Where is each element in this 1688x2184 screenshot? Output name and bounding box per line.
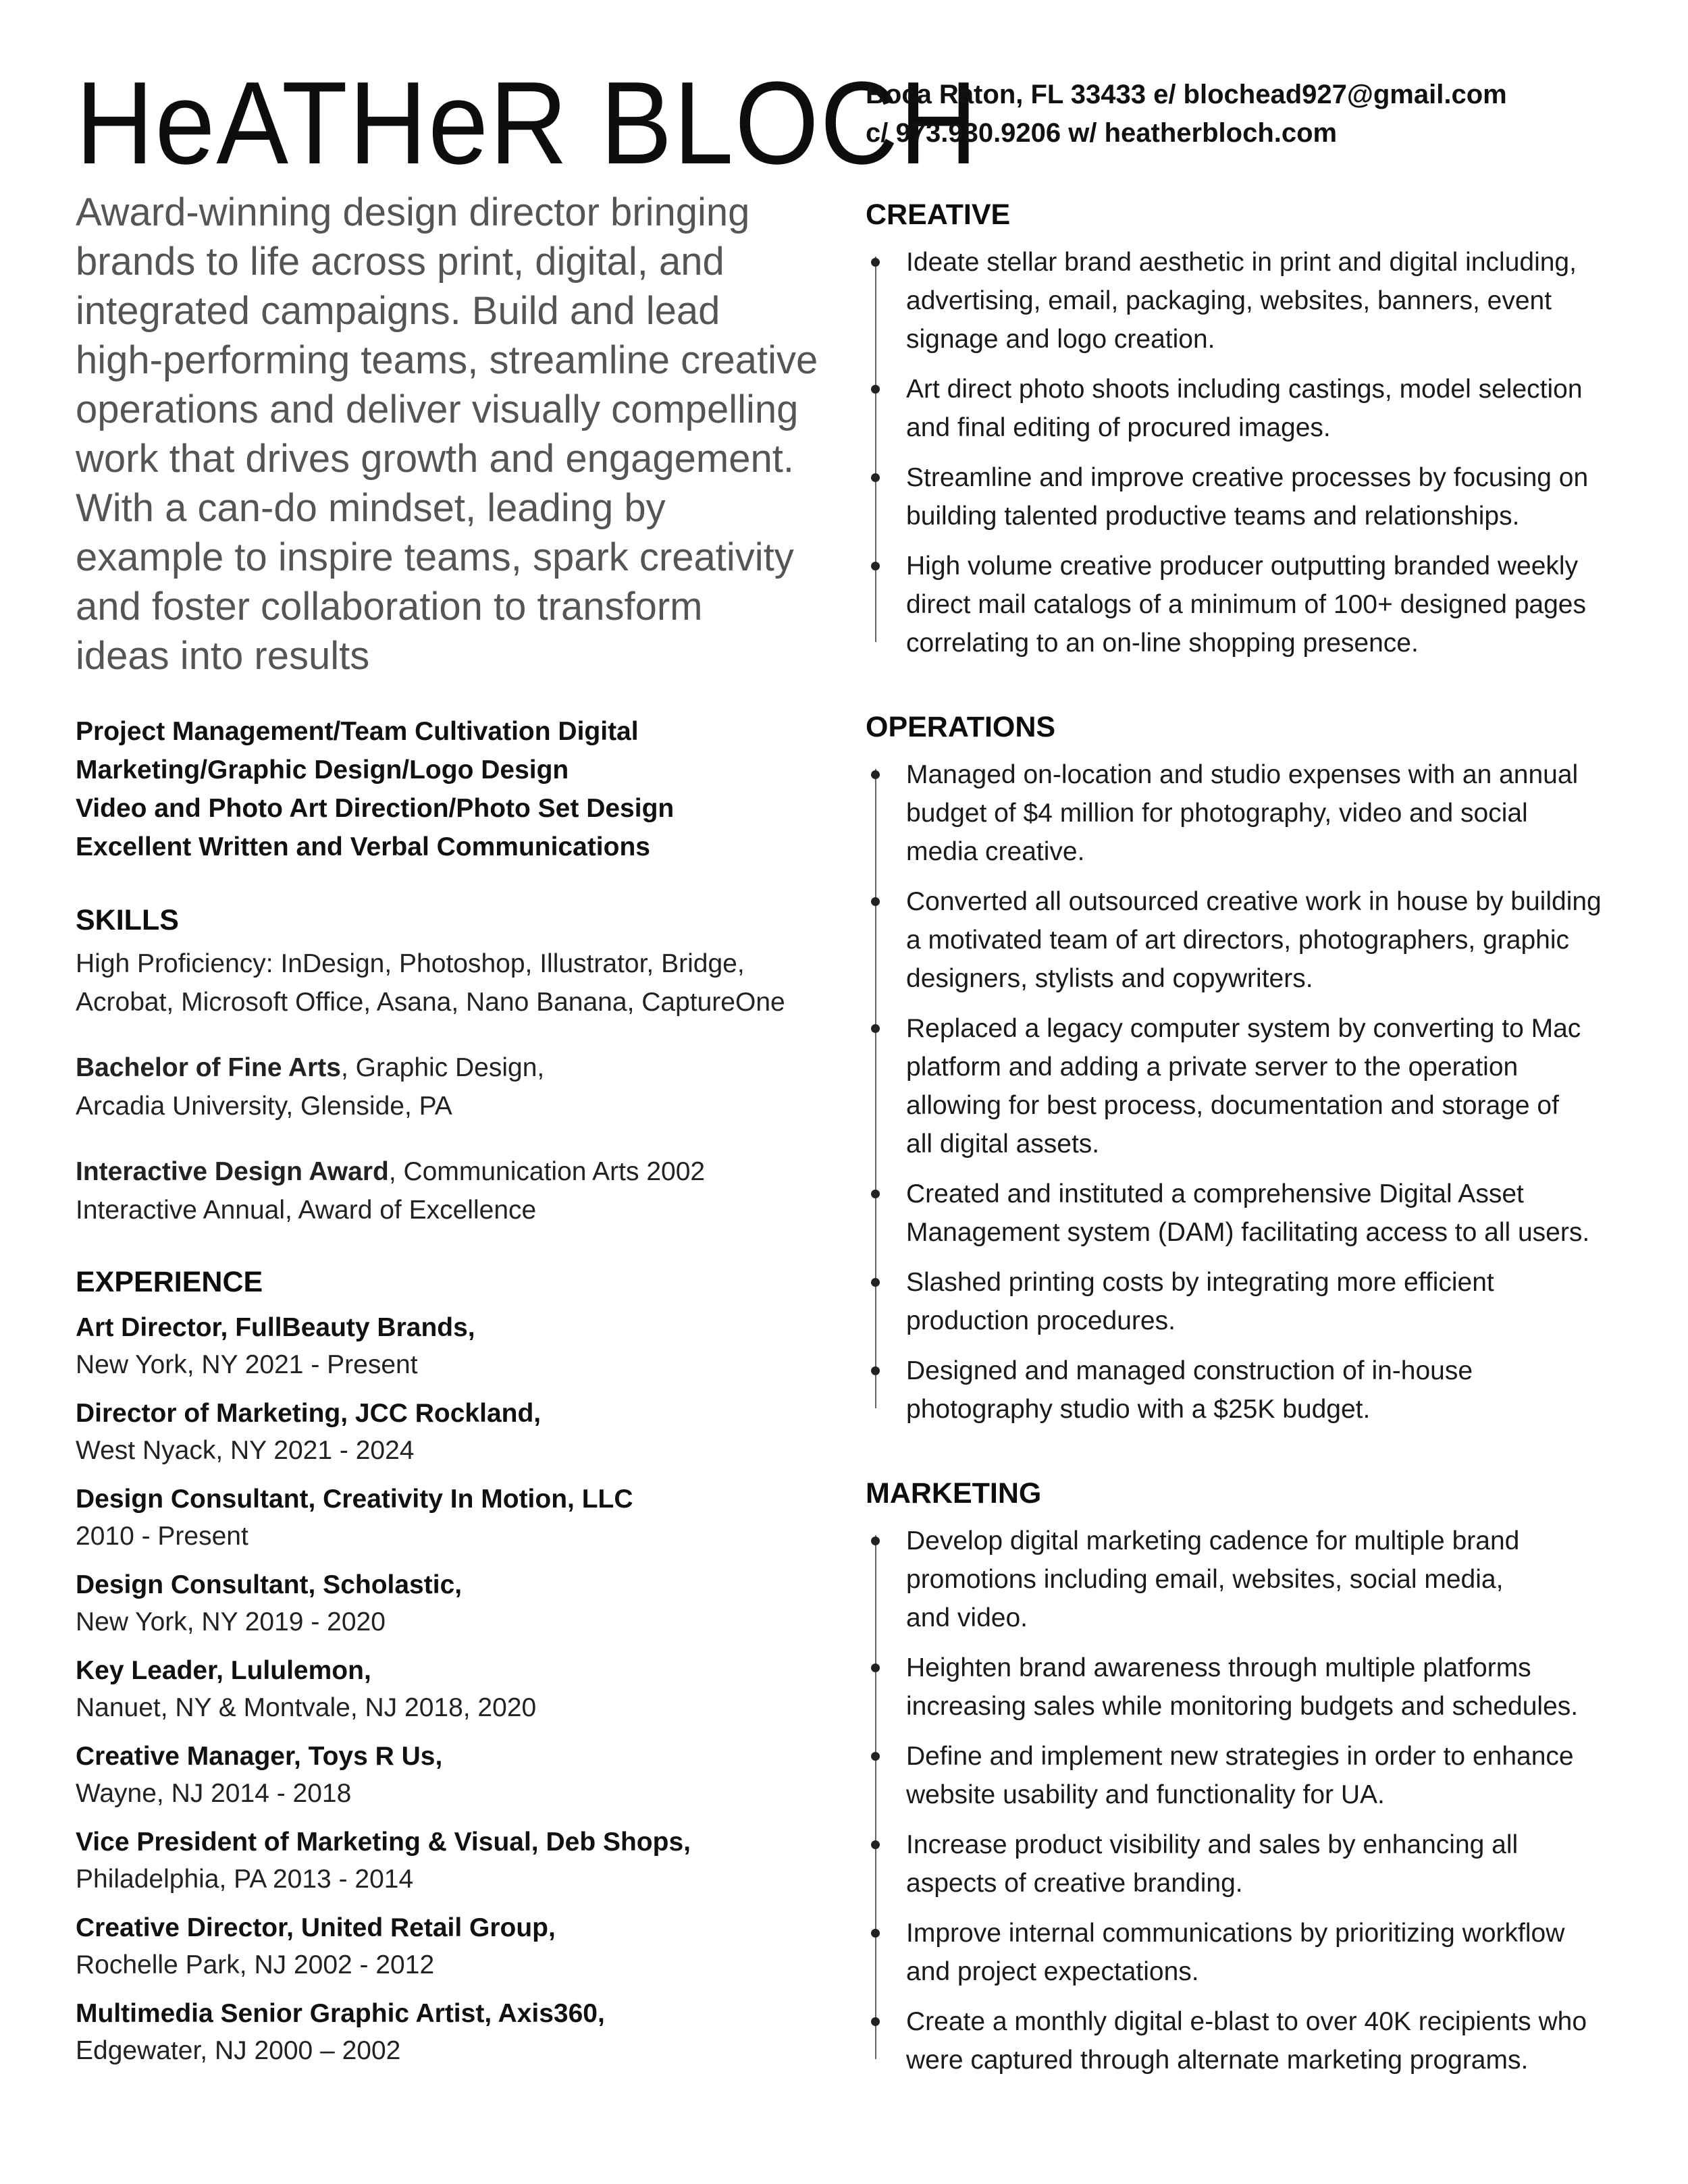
award-source: , Communication Arts 2002 bbox=[388, 1157, 706, 1186]
bullet-line: media creative. bbox=[906, 837, 1085, 866]
summary-line: operations and deliver visually compelling bbox=[76, 388, 799, 431]
job-title: Multimedia Senior Graphic Artist, Axis360, bbox=[76, 1999, 605, 2028]
bullet-line: advertising, email, packaging, websites, banners, event bbox=[906, 286, 1552, 315]
marketing-section bbox=[866, 1474, 1669, 2079]
bullet-line: and video. bbox=[906, 1603, 1028, 1632]
bullet-line: Create a monthly digital e-blast to over 40K recipients who bbox=[906, 2007, 1587, 2036]
summary-line: work that drives growth and engagement. bbox=[76, 437, 794, 481]
job-title: Design Consultant, Scholastic, bbox=[76, 1570, 463, 1599]
experience-item bbox=[76, 1652, 852, 1726]
skills-line: Acrobat, Microsoft Office, Asana, Nano Banana, CaptureOne bbox=[76, 988, 785, 1017]
bullet-line: platform and adding a private server to the operation bbox=[906, 1053, 1519, 1082]
summary-line: and foster collaboration to transform bbox=[76, 585, 703, 629]
bullet-line: correlating to an on-line shopping presence. bbox=[906, 629, 1419, 658]
creative-bullets bbox=[866, 243, 1669, 662]
bullet-item bbox=[906, 882, 1669, 998]
skills-heading: SKILLS bbox=[76, 904, 179, 936]
degree-title: Bachelor of Fine Arts bbox=[76, 1053, 341, 1082]
summary-line: example to inspire teams, spark creativity bbox=[76, 535, 794, 579]
bullet-line: Converted all outsourced creative work in house by building bbox=[906, 887, 1602, 916]
experience-list bbox=[76, 1309, 852, 2069]
focus-line: Video and Photo Art Direction/Photo Set Design bbox=[76, 794, 675, 823]
experience-item bbox=[76, 1309, 852, 1383]
bullet-line: website usability and functionality for UA. bbox=[906, 1780, 1385, 1809]
contact-info bbox=[866, 76, 1662, 153]
experience-item bbox=[76, 1738, 852, 1812]
experience-heading: EXPERIENCE bbox=[76, 1266, 263, 1298]
job-title: Key Leader, Lululemon, bbox=[76, 1656, 371, 1685]
job-location-dates: New York, NY 2019 - 2020 bbox=[76, 1607, 386, 1636]
contact-line-address-email: Boca Raton, FL 33433 e/ blochead927@gmail.com bbox=[866, 80, 1507, 109]
award-title: Interactive Design Award bbox=[76, 1157, 389, 1186]
focus-line: Marketing/Graphic Design/Logo Design bbox=[76, 755, 569, 784]
operations-heading: OPERATIONS bbox=[866, 711, 1056, 743]
bullet-line: Improve internal communications by prioritizing workflow bbox=[906, 1919, 1565, 1948]
bullet-line: and final editing of procured images. bbox=[906, 413, 1331, 442]
creative-section bbox=[866, 196, 1669, 662]
skills-line: High Proficiency: InDesign, Photoshop, Illustrator, Bridge, bbox=[76, 949, 745, 978]
bullet-line: Management system (DAM) facilitating access to all users. bbox=[906, 1218, 1590, 1247]
focus-areas bbox=[76, 712, 852, 866]
bullet-item bbox=[906, 458, 1669, 535]
right-column bbox=[866, 196, 1669, 2125]
bullet-item bbox=[906, 1522, 1669, 1637]
bullet-line: Replaced a legacy computer system by converting to Mac bbox=[906, 1014, 1581, 1043]
bullet-line: were captured through alternate marketing programs. bbox=[906, 2046, 1529, 2075]
education bbox=[76, 1048, 852, 1125]
bullet-line: all digital assets. bbox=[906, 1129, 1100, 1158]
bullet-line: Increase product visibility and sales by enhancing all bbox=[906, 1830, 1519, 1859]
bullet-line: increasing sales while monitoring budgets and schedules. bbox=[906, 1692, 1579, 1721]
focus-line: Excellent Written and Verbal Communications bbox=[76, 832, 650, 861]
experience-item bbox=[76, 1481, 852, 1555]
bullet-item bbox=[906, 1914, 1669, 1991]
bullet-item bbox=[906, 1263, 1669, 1340]
focus-line: Project Management/Team Cultivation Digital bbox=[76, 717, 639, 746]
degree-field: , Graphic Design, bbox=[340, 1053, 545, 1082]
bullet-line: building talented productive teams and relationships. bbox=[906, 502, 1520, 531]
resume-name: HeATHeR BLOCH bbox=[76, 57, 979, 188]
bullet-item bbox=[906, 1352, 1669, 1429]
bullet-item bbox=[906, 243, 1669, 358]
left-column bbox=[76, 712, 852, 2081]
bullet-item bbox=[906, 1175, 1669, 1252]
experience-item bbox=[76, 1395, 852, 1469]
marketing-bullets bbox=[866, 1522, 1669, 2079]
bullet-line: production procedures. bbox=[906, 1306, 1176, 1335]
job-title: Art Director, FullBeauty Brands, bbox=[76, 1313, 475, 1342]
bullet-line: direct mail catalogs of a minimum of 100+ designed pages bbox=[906, 590, 1586, 619]
creative-heading: CREATIVE bbox=[866, 198, 1011, 231]
bullet-item bbox=[906, 755, 1669, 871]
job-title: Design Consultant, Creativity In Motion, LLC bbox=[76, 1485, 633, 1514]
job-location-dates: New York, NY 2021 - Present bbox=[76, 1350, 418, 1379]
degree-school: Arcadia University, Glenside, PA bbox=[76, 1092, 452, 1121]
contact-line-phone-web: c/ 973.930.9206 w/ heatherbloch.com bbox=[866, 118, 1338, 148]
job-location-dates: Wayne, NJ 2014 - 2018 bbox=[76, 1779, 352, 1808]
job-title: Creative Manager, Toys R Us, bbox=[76, 1742, 443, 1771]
summary-line: ideas into results bbox=[76, 634, 370, 678]
bullet-line: Designed and managed construction of in-house bbox=[906, 1356, 1473, 1385]
bullet-line: photography studio with a $25K budget. bbox=[906, 1395, 1371, 1424]
bullet-line: and project expectations. bbox=[906, 1957, 1199, 1986]
operations-section bbox=[866, 708, 1669, 1429]
summary-line: With a can-do mindset, leading by bbox=[76, 486, 666, 530]
bullet-line: Heighten brand awareness through multiple platforms bbox=[906, 1653, 1531, 1682]
bullet-line: Slashed printing costs by integrating more efficient bbox=[906, 1268, 1494, 1297]
summary-line: Award-winning design director bringing bbox=[76, 190, 750, 234]
bullet-item bbox=[906, 1826, 1669, 1902]
bullet-item bbox=[906, 2002, 1669, 2079]
summary-line: brands to life across print, digital, and bbox=[76, 240, 724, 284]
bullet-line: budget of $4 million for photography, video and social bbox=[906, 799, 1528, 828]
skills-list bbox=[76, 944, 852, 1021]
bullet-line: Ideate stellar brand aesthetic in print and digital including, bbox=[906, 248, 1577, 277]
summary-line: high-performing teams, streamline creative bbox=[76, 338, 818, 382]
job-location-dates: Rochelle Park, NJ 2002 - 2012 bbox=[76, 1950, 435, 1979]
bullet-line: Art direct photo shoots including castings, model selection bbox=[906, 375, 1583, 404]
bullet-line: promotions including email, websites, social media, bbox=[906, 1565, 1504, 1594]
bullet-item bbox=[906, 1737, 1669, 1814]
bullet-item bbox=[906, 1009, 1669, 1163]
experience-item bbox=[76, 1566, 852, 1641]
award bbox=[76, 1152, 852, 1229]
experience-item bbox=[76, 1909, 852, 1983]
experience-item bbox=[76, 1823, 852, 1898]
bullet-line: aspects of creative branding. bbox=[906, 1869, 1243, 1898]
job-location-dates: West Nyack, NY 2021 - 2024 bbox=[76, 1436, 415, 1465]
bullet-line: Streamline and improve creative processes by focusing on bbox=[906, 463, 1589, 492]
bullet-line: allowing for best process, documentation and storage of bbox=[906, 1091, 1559, 1120]
job-location-dates: Philadelphia, PA 2013 - 2014 bbox=[76, 1865, 414, 1894]
bullet-line: Define and implement new strategies in order to enhance bbox=[906, 1742, 1574, 1771]
bullet-line: Created and instituted a comprehensive Digital Asset bbox=[906, 1179, 1524, 1208]
bullet-line: designers, stylists and copywriters. bbox=[906, 964, 1313, 993]
experience-item bbox=[76, 1995, 852, 2069]
award-detail: Interactive Annual, Award of Excellence bbox=[76, 1196, 537, 1225]
summary bbox=[76, 188, 845, 681]
job-location-dates: Nanuet, NY & Montvale, NJ 2018, 2020 bbox=[76, 1693, 537, 1722]
bullet-item bbox=[906, 547, 1669, 662]
job-title: Vice President of Marketing & Visual, Deb Shops, bbox=[76, 1828, 691, 1857]
summary-line: integrated campaigns. Build and lead bbox=[76, 289, 720, 333]
job-title: Director of Marketing, JCC Rockland, bbox=[76, 1399, 542, 1428]
bullet-item bbox=[906, 370, 1669, 447]
bullet-item bbox=[906, 1649, 1669, 1726]
job-location-dates: Edgewater, NJ 2000 – 2002 bbox=[76, 2036, 401, 2065]
operations-bullets bbox=[866, 755, 1669, 1429]
bullet-line: Managed on-location and studio expenses with an annual bbox=[906, 760, 1579, 789]
job-location-dates: 2010 - Present bbox=[76, 1522, 248, 1551]
job-title: Creative Director, United Retail Group, bbox=[76, 1913, 556, 1942]
bullet-line: signage and logo creation. bbox=[906, 325, 1215, 354]
bullet-line: High volume creative producer outputting branded weekly bbox=[906, 552, 1579, 581]
bullet-line: Develop digital marketing cadence for multiple brand bbox=[906, 1526, 1520, 1555]
bullet-line: a motivated team of art directors, photographers, graphic bbox=[906, 926, 1570, 955]
marketing-heading: MARKETING bbox=[866, 1477, 1042, 1510]
